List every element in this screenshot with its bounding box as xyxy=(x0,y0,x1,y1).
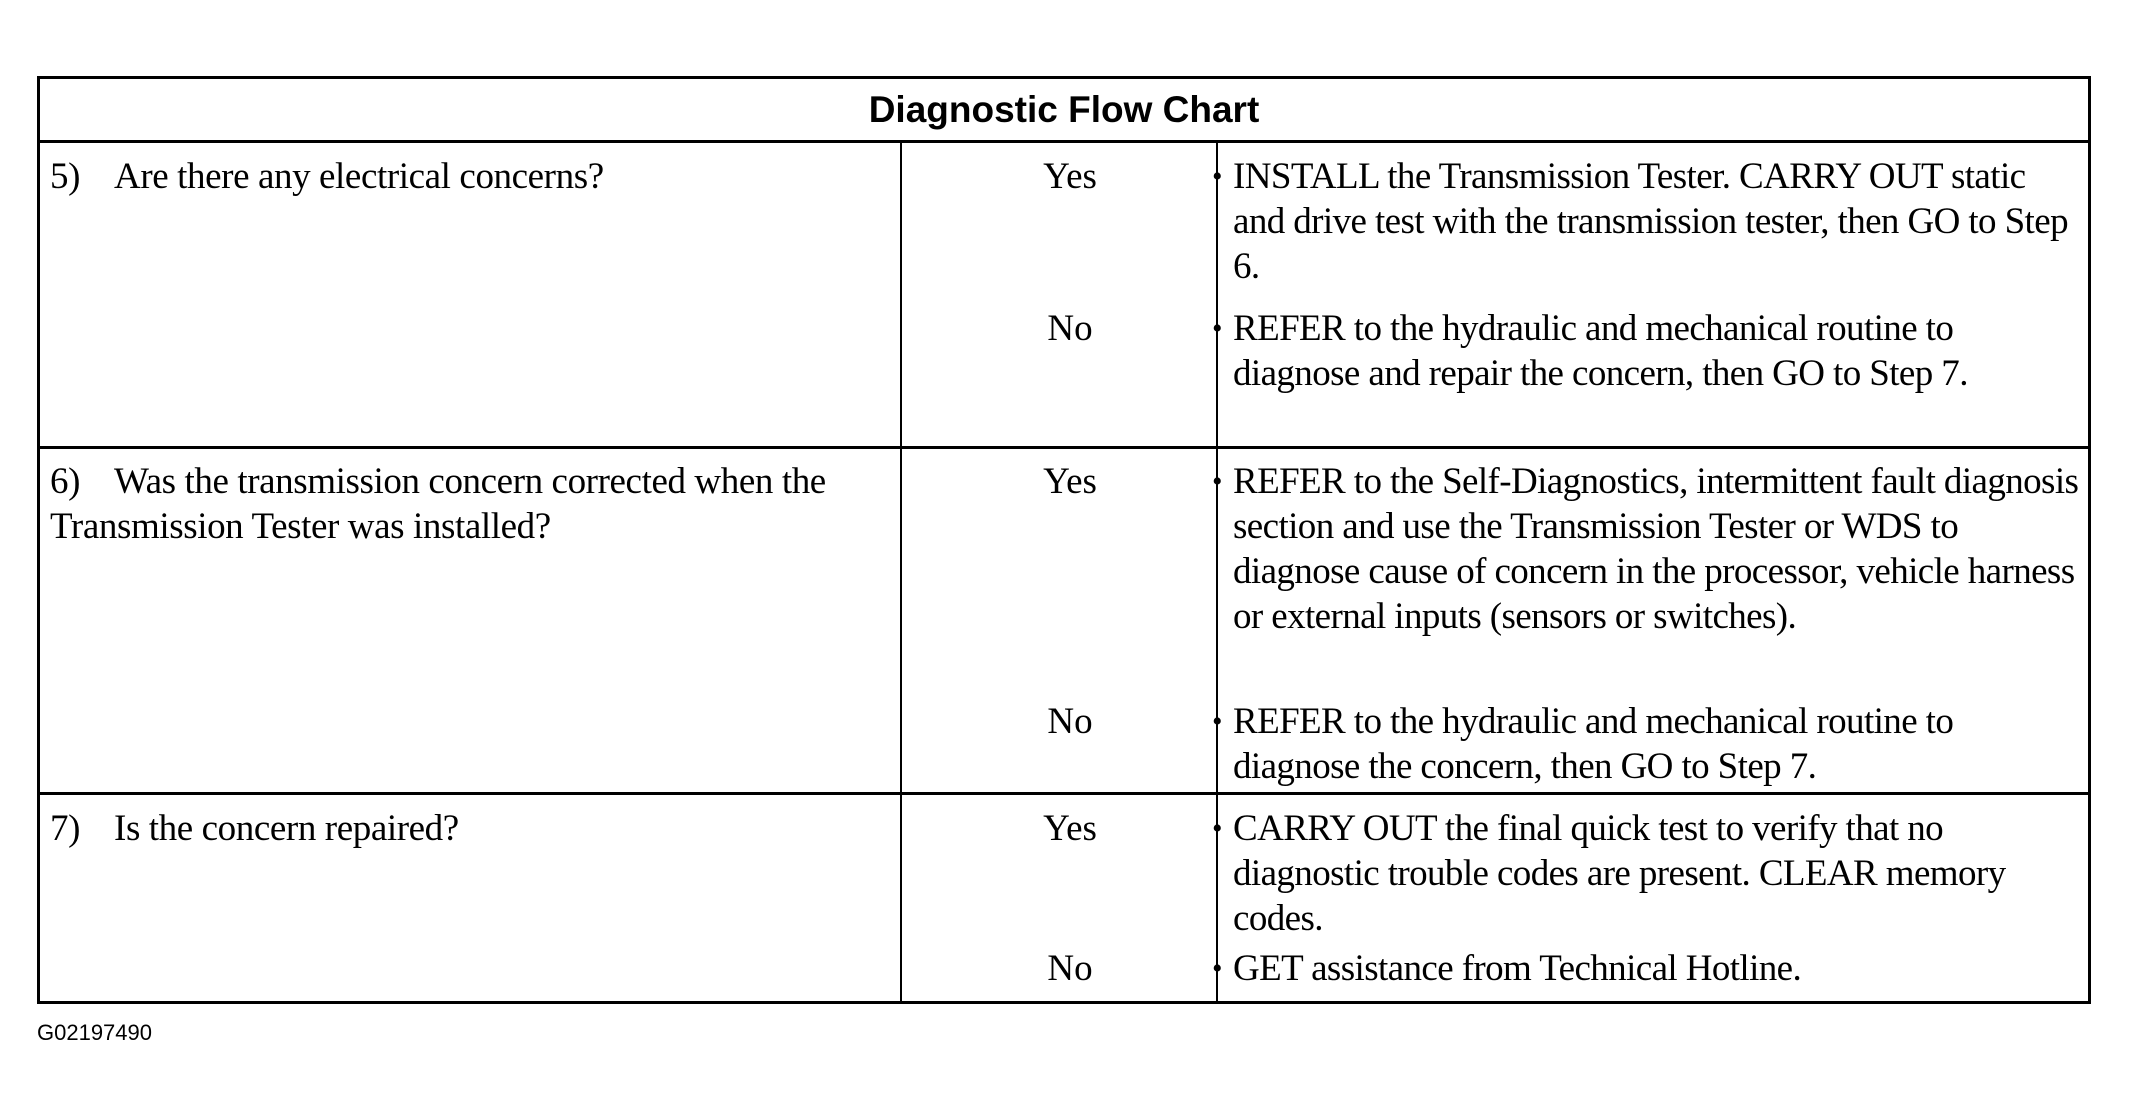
step-number: 5) xyxy=(50,156,81,197)
row-divider xyxy=(40,792,2088,795)
step-question xyxy=(50,154,885,199)
answer-yes: Yes xyxy=(1043,461,1097,502)
question-text: Is the concern repaired? xyxy=(114,808,459,849)
action-text: • GET assistance from Technical Hotline. xyxy=(1212,948,1802,989)
question-text: Are there any electrical concerns? xyxy=(114,156,604,197)
answer-no: No xyxy=(1047,701,1093,742)
question-text: Was the transmission concern corrected when the Transmission Tester was installed? xyxy=(50,461,826,547)
step-question xyxy=(50,806,885,851)
action-text: • INSTALL the Transmission Tester. CARRY OUT static and drive test with the transmission tester, then GO to Step 6. xyxy=(1212,156,2068,287)
bullet-icon: • xyxy=(1212,705,1222,738)
bullet-icon: • xyxy=(1212,160,1222,193)
bullet-icon: • xyxy=(1212,312,1222,345)
column-divider-action xyxy=(1216,143,1218,1001)
row-divider xyxy=(40,446,2088,449)
column-divider-answer xyxy=(900,143,902,1001)
bullet-icon: • xyxy=(1212,812,1222,845)
action-text: • REFER to the Self-Diagnostics, intermittent fault diagnosis section and use the Transmission Tester or WDS to diagnose cause of concern in the processor, vehicle harness or external inputs (sensors or switches). xyxy=(1212,461,2079,637)
action-text: • CARRY OUT the final quick test to verify that no diagnostic trouble codes are present. CLEAR memory codes. xyxy=(1212,808,2006,939)
step-question xyxy=(50,459,885,549)
answer-yes: Yes xyxy=(1043,156,1097,197)
answer-yes: Yes xyxy=(1043,808,1097,849)
bullet-icon: • xyxy=(1212,465,1222,498)
action-text: • REFER to the hydraulic and mechanical routine to diagnose and repair the concern, then GO to Step 7. xyxy=(1212,308,1968,394)
bullet-icon: • xyxy=(1212,952,1222,985)
figure-code: G02197490 xyxy=(37,1020,152,1045)
step-number: 7) xyxy=(50,808,81,849)
chart-title: Diagnostic Flow Chart xyxy=(40,79,2088,143)
action-text: • REFER to the hydraulic and mechanical routine to diagnose the concern, then GO to Step 7. xyxy=(1212,701,1954,787)
answer-no: No xyxy=(1047,308,1093,349)
step-number: 6) xyxy=(50,461,81,502)
diagnostic-flow-chart xyxy=(37,76,2091,1004)
answer-no: No xyxy=(1047,948,1093,989)
